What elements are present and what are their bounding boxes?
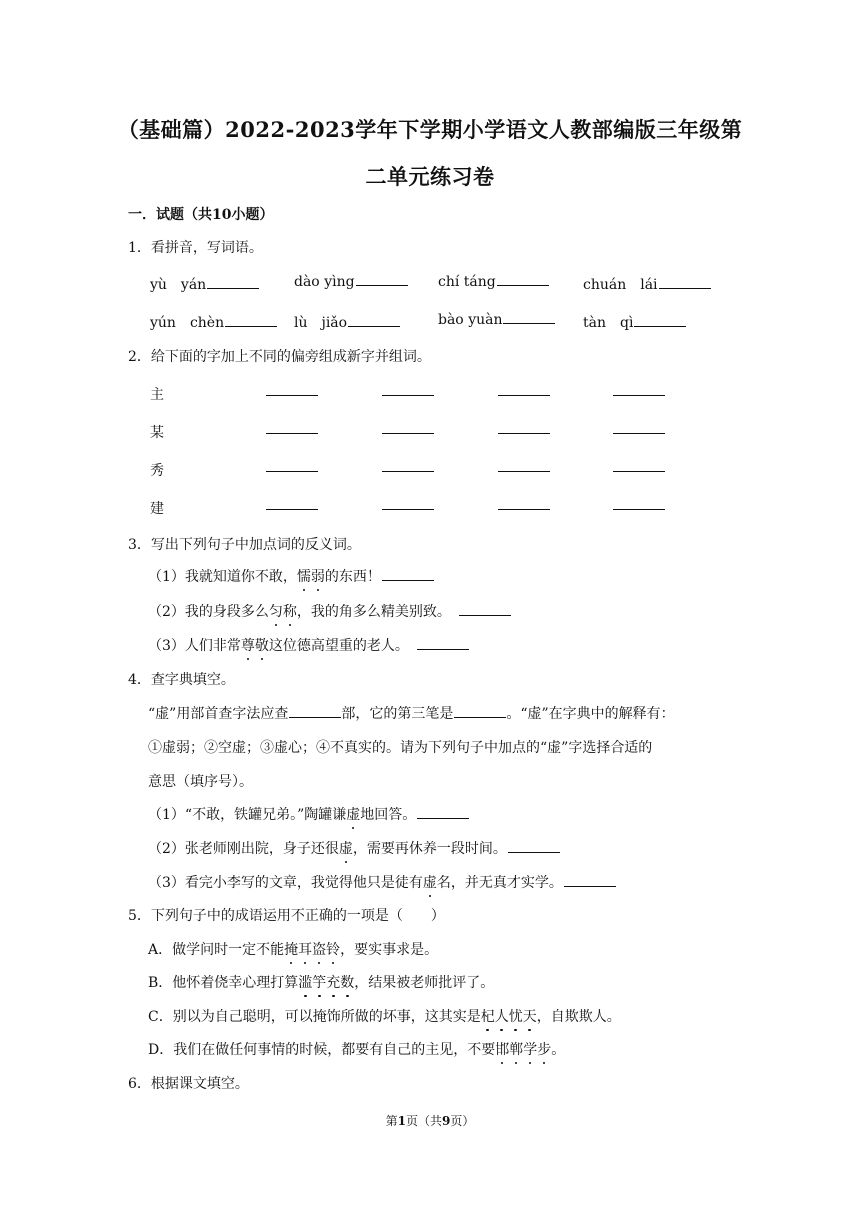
dotted-char: 邯 — [495, 1039, 509, 1059]
answer-blank[interactable] — [634, 325, 686, 327]
dotted-word — [339, 841, 353, 857]
dotted-word — [241, 638, 269, 654]
answer-blank[interactable] — [613, 432, 665, 434]
dotted-char: 郸 — [509, 1039, 523, 1059]
answer-blank[interactable] — [497, 284, 549, 286]
answer-blank[interactable] — [564, 885, 616, 887]
dotted-char: 数 — [340, 972, 354, 992]
dotted-char: 敬 — [255, 635, 269, 655]
dotted-word — [423, 875, 437, 891]
q4-prompt: 4．查字典填空。 — [128, 672, 235, 688]
q4-paragraph-line3: 意思（填序号）。 — [148, 774, 253, 790]
dotted-char: 忧 — [509, 1006, 523, 1026]
q5-prompt: 5．下列句子中的成语运用不正确的一项是（ ） — [128, 908, 445, 924]
answer-blank[interactable] — [613, 508, 665, 510]
section-heading: 一．试题（共10小题） — [128, 207, 274, 223]
dotted-char: 虚 — [339, 838, 353, 858]
q1-prompt: 1．看拼音，写词语。 — [128, 240, 263, 256]
answer-blank[interactable] — [382, 470, 434, 472]
q1-item: chuán lái — [583, 274, 711, 294]
q5-option-d[interactable]: D．我们在做任何事情的时候，都要有自己的主见，不要邯郸学步。 — [148, 1039, 565, 1059]
q4-sentence-1: （1）“不敢，铁罐兄弟。”陶罐谦虚地回答。 — [148, 804, 469, 824]
answer-blank[interactable] — [613, 470, 665, 472]
q2-char: 建 — [150, 501, 164, 517]
answer-blank[interactable] — [382, 579, 434, 581]
answer-blank[interactable] — [266, 432, 318, 434]
answer-blank[interactable] — [266, 508, 318, 510]
dotted-char: 弱 — [311, 566, 325, 586]
answer-blank[interactable] — [382, 394, 434, 396]
answer-blank[interactable] — [459, 614, 511, 616]
total-pages: 9 — [442, 1114, 451, 1128]
answer-blank[interactable] — [289, 716, 341, 718]
dotted-char: 匀 — [269, 601, 283, 621]
dotted-char: 人 — [495, 1006, 509, 1026]
q5-option-b[interactable]: B．他怀着侥幸心理打算滥竽充数，结果被老师批评了。 — [148, 972, 494, 992]
doc-title-line1: （基础篇）2022-2023学年下学期小学语文人教部编版三年级第 — [117, 117, 743, 142]
q3-prompt: 3．写出下列句子中加点词的反义词。 — [128, 537, 361, 553]
dotted-char: 滥 — [298, 972, 312, 992]
answer-blank[interactable] — [498, 432, 550, 434]
dotted-char: 尊 — [241, 635, 255, 655]
q4-paragraph-line2: ①虚弱；②空虚；③虚心；④不真实的。请为下列句子中加点的“虚”字选择合适的 — [148, 740, 653, 756]
q1-item: lù jiǎo — [294, 312, 400, 332]
dotted-char: 杞 — [481, 1006, 495, 1026]
answer-blank[interactable] — [207, 287, 259, 289]
answer-blank[interactable] — [417, 648, 469, 650]
answer-blank[interactable] — [382, 508, 434, 510]
q1-item: tàn qì — [583, 312, 686, 332]
q4-paragraph-line1: “虚”用部首查字法应查 部，它的第三笔是 。“虚”在字典中的解释有： — [148, 706, 675, 722]
q1-item: dào yìng — [294, 274, 408, 290]
q4-sentence-2: （2）张老师刚出院，身子还很虚，需要再休养一段时间。 — [148, 838, 560, 858]
dotted-char: 天 — [523, 1006, 537, 1026]
dotted-word — [298, 975, 354, 991]
dotted-char: 称 — [283, 601, 297, 621]
doc-title-line2: 二单元练习卷 — [365, 164, 495, 189]
dotted-char: 虚 — [346, 804, 360, 824]
answer-blank[interactable] — [498, 508, 550, 510]
dotted-word — [495, 1042, 551, 1058]
q6-prompt: 6．根据课文填空。 — [128, 1076, 249, 1092]
answer-blank[interactable] — [417, 817, 469, 819]
q2-char: 某 — [150, 425, 164, 441]
dotted-word — [346, 807, 360, 823]
dotted-char: 掩 — [284, 939, 298, 959]
page-footer: 第1页（共9页） — [385, 1114, 475, 1128]
dotted-char: 步 — [537, 1039, 551, 1059]
dotted-char: 盗 — [312, 939, 326, 959]
answer-blank[interactable] — [498, 470, 550, 472]
dotted-char: 学 — [523, 1039, 537, 1059]
q5-option-a[interactable]: A．做学问时一定不能掩耳盗铃，要实事求是。 — [148, 939, 438, 959]
dotted-word — [269, 604, 297, 620]
answer-blank[interactable] — [498, 394, 550, 396]
dotted-word — [284, 942, 340, 958]
current-page: 1 — [397, 1114, 406, 1128]
answer-blank[interactable] — [266, 470, 318, 472]
dotted-word — [297, 569, 325, 585]
q5-option-c[interactable]: C．别以为自己聪明，可以掩饰所做的坏事，这其实是杞人忧天，自欺欺人。 — [148, 1006, 621, 1026]
q1-item: yún chèn — [150, 312, 277, 332]
answer-blank[interactable] — [508, 851, 560, 853]
q3-sentence-3: （3）人们非常尊敬这位德高望重的老人。 — [148, 635, 469, 655]
q2-prompt: 2．给下面的字加上不同的偏旁组成新字并组词。 — [128, 349, 431, 365]
answer-blank[interactable] — [454, 716, 506, 718]
dotted-char: 竽 — [312, 972, 326, 992]
answer-blank[interactable] — [348, 325, 400, 327]
answer-blank[interactable] — [659, 287, 711, 289]
dotted-word — [481, 1009, 537, 1025]
q1-item: bào yuàn — [438, 312, 555, 328]
dotted-char: 懦 — [297, 566, 311, 586]
q1-item: chí táng — [438, 274, 549, 290]
q2-char: 主 — [150, 387, 164, 403]
dotted-char: 充 — [326, 972, 340, 992]
answer-blank[interactable] — [356, 284, 408, 286]
answer-blank[interactable] — [382, 432, 434, 434]
dotted-char: 耳 — [298, 939, 312, 959]
q3-sentence-2: （2）我的身段多么匀称，我的角多么精美别致。 — [148, 601, 511, 621]
q1-item: yù yán — [150, 274, 259, 294]
q2-char: 秀 — [150, 463, 164, 479]
dotted-char: 铃 — [326, 939, 340, 959]
dotted-char: 虚 — [423, 872, 437, 892]
answer-blank[interactable] — [266, 394, 318, 396]
answer-blank[interactable] — [225, 325, 277, 327]
q4-sentence-3: （3）看完小李写的文章，我觉得他只是徒有虚名，并无真才实学。 — [148, 872, 616, 892]
answer-blank[interactable] — [613, 394, 665, 396]
answer-blank[interactable] — [503, 322, 555, 324]
q3-sentence-1: （1）我就知道你不敢，懦弱的东西！ — [148, 566, 434, 586]
